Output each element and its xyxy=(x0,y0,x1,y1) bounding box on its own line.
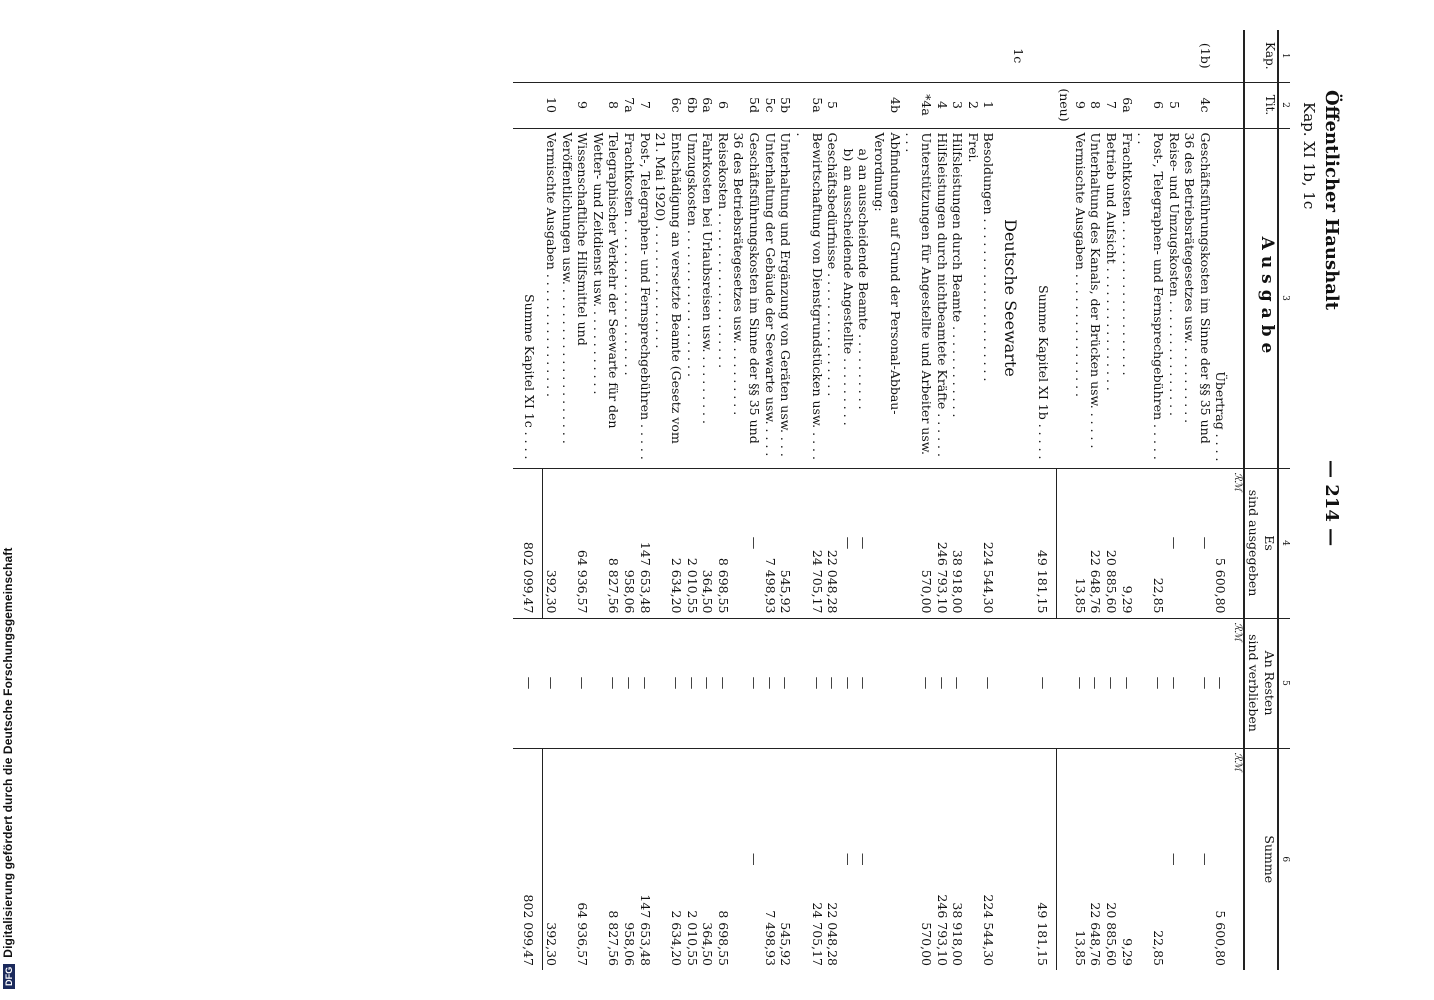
table-row xyxy=(1213,30,1229,970)
reste-header xyxy=(1245,618,1278,748)
page-number: — 214 — xyxy=(1321,460,1342,547)
ausgegeben-cell: 38 918,00 xyxy=(950,468,966,618)
tit-cell: 5a xyxy=(793,82,824,128)
kap-cell xyxy=(543,30,559,82)
table-row xyxy=(700,30,716,970)
reste-header-line1: An Resten xyxy=(1261,650,1277,716)
table-row xyxy=(1057,30,1088,970)
reste-cell: — xyxy=(1166,618,1182,748)
kap-cell xyxy=(684,30,700,82)
reste-cell: — xyxy=(637,618,653,748)
kap-cell xyxy=(1135,30,1166,82)
kap-cell xyxy=(872,30,903,82)
summe-cell: 2 010,55 xyxy=(684,748,700,970)
reste-cell: — xyxy=(934,618,950,748)
tit-cell: 4b xyxy=(872,82,903,128)
kap-cell xyxy=(778,30,794,82)
summe-cell: 958,06 xyxy=(622,748,638,970)
kap-cell xyxy=(793,30,824,82)
budget-table xyxy=(513,30,1290,970)
reste-cell: — xyxy=(762,618,778,748)
column-number: 3 xyxy=(1278,128,1290,468)
summe-cell: — xyxy=(856,748,872,970)
table-row xyxy=(1104,30,1120,970)
ausgegeben-cell: 246 793,10 xyxy=(934,468,950,618)
summe-cell: — xyxy=(1166,748,1182,970)
summe-cell: 2 634,20 xyxy=(653,748,684,970)
sum-row xyxy=(513,30,543,970)
ausgegeben-cell xyxy=(997,468,1027,618)
ausgabe-header: Ausgabe xyxy=(1245,128,1278,468)
summe-cell: 224 544,30 xyxy=(981,748,997,970)
ausgegeben-cell: — xyxy=(856,468,872,618)
table-row xyxy=(1166,30,1182,970)
column-number: 6 xyxy=(1278,748,1290,970)
kap-cell xyxy=(840,30,856,82)
ausgegeben-cell: 22 648,76 xyxy=(1088,468,1104,618)
reste-cell: — xyxy=(1088,618,1104,748)
description-cell: Umzugskosten . . . . . . . . . . . . . . . . . . . xyxy=(684,128,700,468)
table-row xyxy=(840,30,856,970)
table-row xyxy=(778,30,794,970)
ausgegeben-cell xyxy=(965,468,981,618)
summe-cell: 545,92 xyxy=(778,748,794,970)
tit-cell: 5 xyxy=(825,82,841,128)
summe-cell xyxy=(965,748,981,970)
summe-cell: 364,50 xyxy=(700,748,716,970)
funding-note xyxy=(1,9,23,989)
reste-cell: — xyxy=(653,618,684,748)
reste-cell: — xyxy=(856,618,872,748)
kap-cell xyxy=(950,30,966,82)
description-cell: Geschäftsführungskosten im Sinne der §§ 35 und 36 des Betriebsrätegesetzes usw. . . . . . . . . . . xyxy=(1182,128,1213,468)
kap-cell xyxy=(1104,30,1120,82)
kap-cell xyxy=(762,30,778,82)
tit-cell: 6c xyxy=(653,82,684,128)
summe-cell: — xyxy=(731,748,762,970)
reste-sum: — xyxy=(1027,618,1057,748)
kap-cell xyxy=(590,30,621,82)
header-subtitle: Kap. XI 1b, 1c xyxy=(1300,102,1318,210)
document-page xyxy=(90,30,1350,970)
summe-cell: 20 885,60 xyxy=(1104,748,1120,970)
reste-cell: — xyxy=(981,618,997,748)
tit-cell xyxy=(1027,82,1057,128)
kap-cell xyxy=(715,30,731,82)
tit-cell: 9 xyxy=(559,82,590,128)
unit-label: ℛℳ xyxy=(1229,748,1245,970)
summe-cell: 7 498,93 xyxy=(762,748,778,970)
reste-cell: — xyxy=(1135,618,1166,748)
tit-cell: 5 xyxy=(1166,82,1182,128)
ausgegeben-cell: — xyxy=(731,468,762,618)
unit-label: ℛℳ xyxy=(1229,468,1245,618)
description-cell: Geschäftsführungskosten im Sinne der §§ 35 und 36 des Betriebsrätegesetzes usw. . . . . . . . . . xyxy=(731,128,762,468)
description-cell: Unterhaltung des Kanals, der Brücken usw. . . . . . xyxy=(1088,128,1104,468)
summe-cell: 147 653,48 xyxy=(637,748,653,970)
ausgegeben-cell: 24 705,17 xyxy=(793,468,824,618)
table-row xyxy=(1119,30,1135,970)
table-row xyxy=(543,30,559,970)
kap-cell xyxy=(1166,30,1182,82)
description-cell: Abfindungen auf Grund der Personal-Abbau-Verordnung: xyxy=(872,128,903,468)
reste-cell: — xyxy=(793,618,824,748)
reste-cell: — xyxy=(1104,618,1120,748)
table-row xyxy=(981,30,997,970)
ausgegeben-cell: 22 048,28 xyxy=(825,468,841,618)
table-row xyxy=(1088,30,1104,970)
unit-label: ℛℳ xyxy=(1229,618,1245,748)
ausgegeben-sum: 49 181,15 xyxy=(1027,468,1057,618)
summe-cell: 5 600,80 xyxy=(1213,748,1229,970)
table-row xyxy=(715,30,731,970)
summe-cell: 246 793,10 xyxy=(934,748,950,970)
table-row xyxy=(903,30,934,970)
reste-cell: — xyxy=(700,618,716,748)
reste-cell xyxy=(997,618,1027,748)
column-number: 4 xyxy=(1278,468,1290,618)
table-row xyxy=(793,30,824,970)
table-row xyxy=(1182,30,1213,970)
description-cell: b) an ausscheidende Angestellte . . . . . . . . . xyxy=(840,128,856,468)
description-cell: Entschädigung an versetzte Beamte (Gesetz vom 21. Mai 1920) . . . . . . . . . . . . . . . . xyxy=(653,128,684,468)
column-number: 5 xyxy=(1278,618,1290,748)
tit-cell: 5c xyxy=(762,82,778,128)
reste-cell: — xyxy=(1057,618,1088,748)
tit-cell: 8 xyxy=(1088,82,1104,128)
reste-cell: — xyxy=(1213,618,1229,748)
column-number-row xyxy=(1278,30,1290,970)
summe-cell: 570,00 xyxy=(903,748,934,970)
summe-cell: 64 936,57 xyxy=(559,748,590,970)
tit-cell: 9 (neu) xyxy=(1057,82,1088,128)
ausgegeben-cell: 570,00 xyxy=(903,468,934,618)
tit-cell: 7a xyxy=(622,82,638,128)
summe-cell: 22,85 xyxy=(1135,748,1166,970)
description-cell: Besoldungen . . . . . . . . . . . . . . . . . . . . . xyxy=(981,128,997,468)
reste-cell: — xyxy=(1182,618,1213,748)
section-title: Deutsche Seewarte xyxy=(997,128,1027,468)
description-cell: Hilfsleistungen durch nichtbeamtete Kräfte . . . . . . xyxy=(934,128,950,468)
ausgegeben-cell: — xyxy=(840,468,856,618)
header-row xyxy=(1245,30,1278,970)
kap-cell: (1b) xyxy=(1197,42,1213,69)
ausgegeben-cell: 392,30 xyxy=(543,468,559,618)
summe-sum: 49 181,15 xyxy=(1027,748,1057,970)
funding-text: Digitalisierung gefördert durch die Deutsche Forschungsgemeinschaft xyxy=(1,547,15,958)
tit-cell: 4c xyxy=(1182,82,1213,128)
reste-header-line2: sind verblieben xyxy=(1246,634,1262,732)
reste-cell: — xyxy=(731,618,762,748)
summe-cell: 22 648,76 xyxy=(1088,748,1104,970)
summe-cell xyxy=(872,748,903,970)
kap-cell xyxy=(981,30,997,82)
description-cell: Frachtkosten . . . . . . . . . . . . . . . . . . . . xyxy=(1119,128,1135,468)
summe-cell: 392,30 xyxy=(543,748,559,970)
tit-cell: 6 xyxy=(1135,82,1166,128)
ausgegeben-cell: 8 827,56 xyxy=(590,468,621,618)
kap-cell xyxy=(1088,30,1104,82)
kap-cell xyxy=(622,30,638,82)
tit-cell: 10 xyxy=(543,82,559,128)
kap-cell xyxy=(1119,30,1135,82)
reste-cell: — xyxy=(715,618,731,748)
summe-cell: — xyxy=(1182,748,1213,970)
kap-cell xyxy=(1027,30,1057,82)
tit-cell: 6a xyxy=(1119,82,1135,128)
sum-row xyxy=(1027,30,1057,970)
tit-cell: 7 xyxy=(637,82,653,128)
ausgegeben-cell: — xyxy=(1166,468,1182,618)
ausgegeben-sum: 802 099,47 xyxy=(513,468,543,618)
description-cell: Bewirtschaftung von Dienstgrundstücken usw. . . . . . xyxy=(793,128,824,468)
reste-cell: — xyxy=(950,618,966,748)
reste-cell: — xyxy=(622,618,638,748)
table-row xyxy=(1135,30,1166,970)
sum-label: Summe Kapitel XI 1c . . . . xyxy=(513,128,543,468)
ausgegeben-header-line1: Es xyxy=(1261,535,1277,551)
ausgegeben-cell: 2 634,20 xyxy=(653,468,684,618)
tit-cell: 2 xyxy=(965,82,981,128)
kap-cell xyxy=(856,30,872,82)
table-row xyxy=(559,30,590,970)
description-cell: Übertrag . . . . xyxy=(1213,128,1229,468)
ausgegeben-cell: 13,85 xyxy=(1057,468,1088,618)
kap-cell xyxy=(825,30,841,82)
table-row xyxy=(684,30,700,970)
tit-header: Tit. xyxy=(1245,82,1278,128)
summe-cell xyxy=(997,748,1027,970)
reste-cell: — xyxy=(684,618,700,748)
summe-cell: 38 918,00 xyxy=(950,748,966,970)
tit-cell: 6b xyxy=(684,82,700,128)
description-cell: a) an ausscheidende Beamte . . . . . . . . . . xyxy=(856,128,872,468)
description-cell: Reisekosten . . . . . . . . . . . . . . . . . . . . xyxy=(715,128,731,468)
kap-cell xyxy=(559,30,590,82)
kap-cell xyxy=(1213,30,1229,82)
column-number: 1 xyxy=(1278,30,1290,82)
page-header xyxy=(1290,30,1350,970)
table-row xyxy=(637,30,653,970)
tit-cell xyxy=(856,82,872,128)
description-cell: Frachtkosten . . . . . . . . . . . . . . . . . . . . xyxy=(622,128,638,468)
description-cell: Vermischte Ausgaben . . . . . . . . . . . . . . . . xyxy=(1057,128,1088,468)
kap-cell xyxy=(903,30,934,82)
ausgegeben-cell: 9,29 xyxy=(1119,468,1135,618)
table-row xyxy=(934,30,950,970)
description-cell: Telegraphischer Verkehr der Seewarte für den Wetter- und Zeitdienst usw. . . . . . . . . . . . xyxy=(590,128,621,468)
ausgegeben-cell: 2 010,55 xyxy=(684,468,700,618)
ausgegeben-cell: 8 698,55 xyxy=(715,468,731,618)
ausgegeben-cell: 64 936,57 xyxy=(559,468,590,618)
description-cell: Unterhaltung der Gebäude der Seewarte usw. . . . . xyxy=(762,128,778,468)
reste-cell xyxy=(872,618,903,748)
reste-cell: — xyxy=(590,618,621,748)
ausgegeben-cell: 224 544,30 xyxy=(981,468,997,618)
reste-cell: — xyxy=(559,618,590,748)
tit-cell: 6a xyxy=(700,82,716,128)
kap-cell xyxy=(1057,30,1088,82)
kap-cell xyxy=(965,30,981,82)
tit-cell: *4a xyxy=(903,82,934,128)
tit-cell xyxy=(840,82,856,128)
summe-cell: 8 698,55 xyxy=(715,748,731,970)
reste-cell: — xyxy=(825,618,841,748)
table-row xyxy=(762,30,778,970)
reste-cell: — xyxy=(1119,618,1135,748)
kap-cell xyxy=(513,30,543,82)
ausgegeben-header xyxy=(1245,468,1278,618)
description-cell: Hilfsleistungen durch Beamte . . . . . . . . . . . . xyxy=(950,128,966,468)
summe-header: Summe xyxy=(1245,748,1278,970)
tit-cell: 8 xyxy=(590,82,621,128)
ausgegeben-cell: — xyxy=(1182,468,1213,618)
reste-cell: — xyxy=(903,618,934,748)
tit-cell: 3 xyxy=(950,82,966,128)
description-cell: Unterhaltung und Ergänzung von Geräten usw. . . . xyxy=(778,128,794,468)
kap-header: Kap. xyxy=(1245,30,1278,82)
tit-cell xyxy=(1213,82,1229,128)
ausgegeben-cell: 958,06 xyxy=(622,468,638,618)
description-cell: Reise- und Umzugskosten . . . . . . . . . . . . . . . xyxy=(1166,128,1182,468)
column-number: 2 xyxy=(1278,82,1290,128)
reste-cell: — xyxy=(840,618,856,748)
ausgegeben-cell: 5 600,80 xyxy=(1213,468,1229,618)
summe-cell: 22 048,28 xyxy=(825,748,841,970)
ausgegeben-cell: 7 498,93 xyxy=(762,468,778,618)
ausgegeben-cell: 20 885,60 xyxy=(1104,468,1120,618)
header-title: Öffentlicher Haushalt xyxy=(1321,90,1342,311)
description-cell: Unterstützungen für Angestellte und Arbeiter usw. . . . xyxy=(903,128,934,468)
table-row xyxy=(856,30,872,970)
table-row xyxy=(590,30,621,970)
ausgegeben-cell: 147 653,48 xyxy=(637,468,653,618)
sum-label: Summe Kapitel XI 1b . . . . . xyxy=(1027,128,1057,468)
tit-cell xyxy=(997,82,1027,128)
table-row xyxy=(965,30,981,970)
description-cell: Geschäftsbedürfnisse . . . . . . . . . . . . . . . . xyxy=(825,128,841,468)
description-cell: Frei. xyxy=(965,128,981,468)
description-cell: Fahrkosten bei Urlaubsreisen usw. . . . . . . . . . xyxy=(700,128,716,468)
tit-cell: 7 xyxy=(1104,82,1120,128)
ausgegeben-cell: 545,92 xyxy=(778,468,794,618)
description-cell: Post-, Telegraphen- und Fernsprechgebühren . . . . . . . xyxy=(1135,128,1166,468)
description-cell: Wissenschaftliche Hilfsmittel und Veröffentlichungen usw. . . . . . . . . . . . . . . . . . . . . xyxy=(559,128,590,468)
kap-cell xyxy=(731,30,762,82)
table-row xyxy=(872,30,903,970)
unit-row xyxy=(1229,30,1245,970)
reste-cell: — xyxy=(778,618,794,748)
summe-cell: — xyxy=(840,748,856,970)
table-row xyxy=(622,30,638,970)
table-row xyxy=(653,30,684,970)
ausgegeben-header-line2: sind ausgegeben xyxy=(1246,489,1262,597)
kap-cell xyxy=(700,30,716,82)
sidebar xyxy=(0,0,24,1000)
description-cell: Post-, Telegraphen- und Fernsprechgebühren . . . . . xyxy=(637,128,653,468)
reste-sum: — xyxy=(513,618,543,748)
dfg-logo: DFG xyxy=(3,964,15,989)
reste-cell xyxy=(965,618,981,748)
kap-cell xyxy=(653,30,684,82)
kap-cell xyxy=(637,30,653,82)
tit-cell: 1 xyxy=(981,82,997,128)
summe-sum: 802 099,47 xyxy=(513,748,543,970)
ausgegeben-cell xyxy=(872,468,903,618)
ausgegeben-cell: 22,85 xyxy=(1135,468,1166,618)
summe-cell: 9,29 xyxy=(1119,748,1135,970)
ausgegeben-cell: 364,50 xyxy=(700,468,716,618)
tit-cell xyxy=(513,82,543,128)
tit-cell: 5d xyxy=(731,82,762,128)
tit-cell: 4 xyxy=(934,82,950,128)
summe-cell: 13,85 xyxy=(1057,748,1088,970)
tit-cell: 5b xyxy=(778,82,794,128)
table-row xyxy=(731,30,762,970)
kap-cell xyxy=(934,30,950,82)
table-row xyxy=(825,30,841,970)
description-cell: Vermischte Ausgaben . . . . . . . . . . . . . . . . xyxy=(543,128,559,468)
section-row xyxy=(997,30,1027,970)
table-row xyxy=(950,30,966,970)
summe-cell: 24 705,17 xyxy=(793,748,824,970)
section-kap: 1c xyxy=(1011,48,1027,64)
reste-cell: — xyxy=(543,618,559,748)
tit-cell: 6 xyxy=(715,82,731,128)
description-cell: Betrieb und Aufsicht . . . . . . . . . . . . . . . . xyxy=(1104,128,1120,468)
summe-cell: 8 827,56 xyxy=(590,748,621,970)
